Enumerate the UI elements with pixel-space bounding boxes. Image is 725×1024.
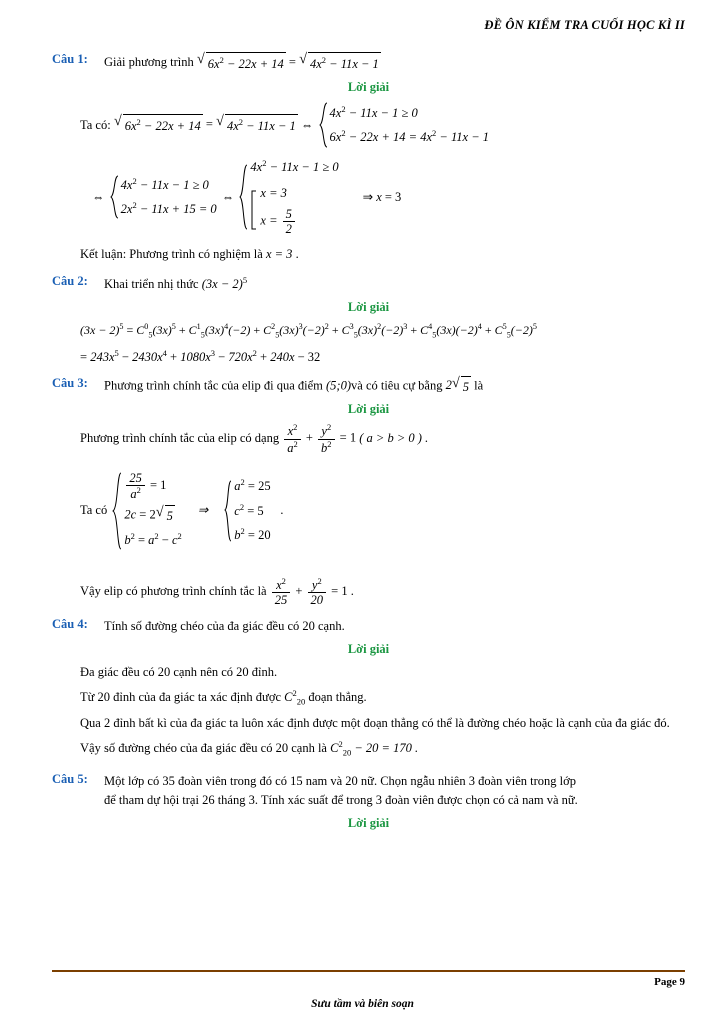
question-3-sys-right-2: $c^2 = 5$ <box>234 501 264 518</box>
question-1-step3-system <box>239 155 338 240</box>
question-4-line-4 <box>80 738 685 760</box>
question-2-line-1: $(3x - 2)^5 = C^0_5(3x)^5 + C^1_5(3x)^4(-2) + C^2_5(3x)^3(-2)^2 + C^3_5(3x)^2(-2)^3 + C^4_5(3x)(-2)^4 + C^5_5(-2)^5$ <box>80 322 537 340</box>
question-4 <box>52 617 685 636</box>
question-2-line-2: = $243x^5 - 2430x^4 + 1080x^3 - 720x^2 + 240x - 32$ <box>80 348 321 365</box>
question-4-line-1: Đa giác đều có 20 cạnh nên có 20 đỉnh. <box>80 664 278 679</box>
question-1-solution-title: Lời giải <box>347 79 390 94</box>
question-1-step3-case-2: x = $\frac{5}{2}$ <box>260 205 297 238</box>
question-3-sys-right-1: $a^2 = 25$ <box>234 477 271 494</box>
question-1-step-lead: Ta có: <box>80 117 111 132</box>
question-1-step1-sys-line-2: $6x^2 - 22x + 14 = 4x^2 - 11x - 1$ <box>329 128 490 145</box>
question-3-solution-title: Lời giải <box>347 402 390 417</box>
question-2 <box>52 274 685 294</box>
question-1-step1-sys-line-1: $4x^2 - 11x - 1 \ge 0$ <box>329 103 418 121</box>
question-3-taco: Ta có <box>80 503 108 518</box>
brace-icon <box>319 102 328 148</box>
question-3-period: . <box>280 503 284 518</box>
brace-icon <box>110 175 119 219</box>
question-3-line-1-pre: Phương trình chính tắc của elip có dạng <box>80 431 280 446</box>
question-3-line-1-cond: ( a > b > 0 ) . <box>359 431 429 446</box>
question-1-label: Câu 1: <box>52 52 88 66</box>
question-3-system <box>80 469 685 553</box>
question-3-sys-left-2: 2c = 2 √ 5 <box>124 503 181 528</box>
question-1-conclusion: Kết luận: Phương trình có nghiệm là x = 3 . <box>80 246 299 261</box>
question-1-prompt: Giải phương trình <box>104 54 194 69</box>
question-4-line-3: Qua 2 đỉnh bất kì của đa giác ta luôn xác định được một đoạn thẳng có thể là đường chéo hoặc là cạnh của đa giác đó. <box>80 715 670 730</box>
question-1-step2-sys-line-2: $2x^2 - 11x + 15 = 0$ <box>120 200 217 217</box>
question-1-step2-system <box>110 173 217 222</box>
question-1-equation: √ $6x^2 - 22x + 14$ = √ $4x^2 - 11x - 1$ <box>197 55 381 69</box>
question-3-label: Câu 3: <box>52 375 88 390</box>
document-content <box>52 48 685 837</box>
question-4-line-2 <box>80 687 685 709</box>
brace-icon <box>224 480 232 542</box>
question-3-system-left <box>112 469 181 553</box>
question-4-prompt: Tính số đường chéo của đa giác đều có 20 cạnh. <box>104 619 345 633</box>
question-2-solution-title: Lời giải <box>347 300 390 315</box>
brace-icon <box>112 472 122 550</box>
question-4-line-4-pre: Vậy số đường chéo của đa giác đều có 20 cạnh là <box>80 741 327 756</box>
question-4-line-2-symbol: $C^2_{20}$ <box>284 688 306 707</box>
question-4-line-2-pre: Từ 20 đỉnh của đa giác ta xác định được <box>80 690 281 705</box>
question-1-body <box>104 52 685 74</box>
question-3-conclusion-pre: Vậy elip có phương trình chính tắc là <box>80 584 267 599</box>
question-1-step3-case-1: x = 3 <box>260 185 287 200</box>
document-header: ĐỀ ÔN KIỂM TRA CUỐI HỌC KÌ II <box>484 18 685 32</box>
footer-divider <box>52 970 685 972</box>
question-5-label: Câu 5: <box>52 772 88 787</box>
question-3-sys-left-1: $\frac{25}{a^2}$ = 1 <box>124 469 181 503</box>
question-3-sys-left-3: $b^2 = a^2 - c^2$ <box>124 531 182 548</box>
brace-icon <box>239 164 248 230</box>
question-5 <box>52 772 685 810</box>
question-1-step1-system <box>319 101 490 150</box>
question-3-sys-right-3: $b^2 = 20$ <box>234 526 271 543</box>
question-1-step1-lhs: √ $6x^2 - 22x + 14$ = √ $4x^2 - 11x - 1$ <box>114 114 298 137</box>
question-1-step2-sys-line-1: $4x^2 - 11x - 1 \ge 0$ <box>120 175 209 193</box>
question-4-line-4-symbol: $C^2_{20}$ <box>330 739 352 758</box>
question-3-arrow: ⇒ <box>197 503 209 518</box>
question-3-line-1 <box>80 423 685 454</box>
question-5-body <box>104 772 685 810</box>
question-4-line-4-post: − 20 = 170 . <box>354 741 419 756</box>
question-3-line-1-eq: $\frac{x^2}{a^2}$ + $\frac{y^2}{b^2}$ = 1 <box>282 423 356 454</box>
question-3-conclusion-eq: $\frac{x^2}{25}$ + $\frac{y^2}{20}$ = 1 . <box>270 577 354 607</box>
question-1-step3-sys-line-1: $4x^2 - 11x - 1 \ge 0$ <box>250 157 339 175</box>
question-5-solution-title: Lời giải <box>347 815 390 830</box>
question-3 <box>52 376 685 397</box>
question-1-step-1: Ta có: √ $6x^2 - 22x + 14$ = √ $4x^2 - 11x - 1$ ⇔ $4x^2 - 11x - 1 \ge 0$ $6x^2 - 22x + 14 = 4x^2 - 11x - 1$ <box>80 101 685 150</box>
question-3-system-right <box>224 474 270 548</box>
question-5-prompt-line-2: để tham dự hội trại 26 tháng 3. Tính xác suất để trong 3 đoàn viên được chọn có cả nam và nữ. <box>104 792 578 807</box>
page-number: Page 9 <box>654 976 685 988</box>
question-4-label: Câu 4: <box>52 617 88 631</box>
question-3-body: Phương trình chính tắc của elip đi qua điểm (5;0)và có tiêu cự bằng 2 √ 5 là <box>104 376 685 397</box>
question-1-step3-cases <box>250 180 338 240</box>
bracket-icon <box>250 190 257 230</box>
question-4-line-2-post: đoạn thẳng. <box>308 690 367 705</box>
question-5-prompt-line-1: Một lớp có 35 đoàn viên trong đó có 15 nam và 20 nữ. Chọn ngẫu nhiên 3 đoàn viên trong lớp <box>104 774 577 789</box>
question-1-step-2: ⇔ $4x^2 - 11x - 1 \ge 0$ $2x^2 - 11x + 15 = 0$ ⇔ $4x^2 - 11x - 1 \ge 0$ x = 3 x = $\frac{5}{2}$ ⇒ x = 3 <box>92 155 685 240</box>
footer-note: Sưu tầm và biên soạn <box>311 998 414 1010</box>
question-4-solution-title: Lời giải <box>347 641 390 656</box>
question-3-conclusion <box>80 577 685 607</box>
question-1 <box>52 52 685 74</box>
question-2-body: Khai triển nhị thức $(3x - 2)^5$ <box>104 275 248 292</box>
question-2-label: Câu 2: <box>52 274 88 289</box>
question-1-step3-result: ⇒ x = 3 <box>362 189 402 204</box>
